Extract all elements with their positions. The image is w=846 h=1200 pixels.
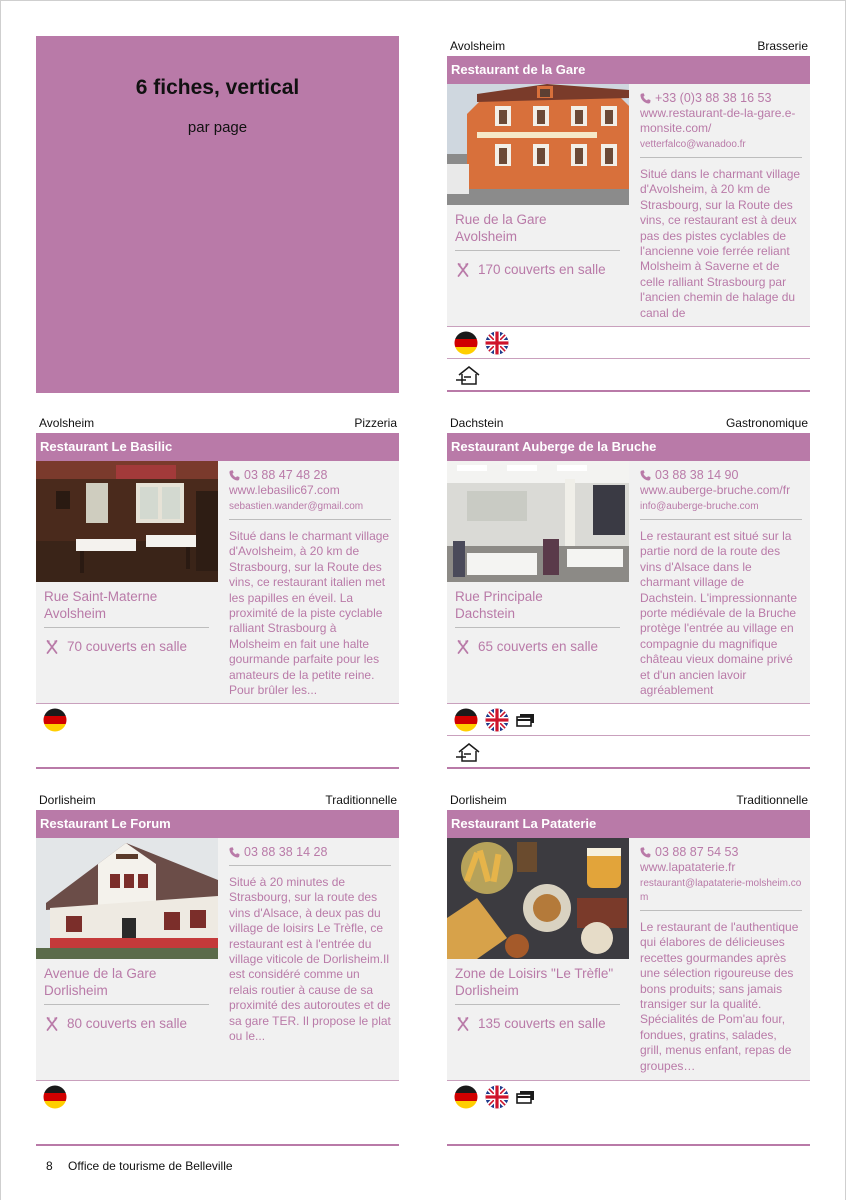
card-bottom-rule (36, 767, 399, 769)
phone-icon (640, 470, 651, 481)
divider (44, 1004, 209, 1005)
german-flag-icon (43, 1085, 67, 1109)
page-footer (46, 1159, 233, 1173)
restaurant-photo (447, 84, 629, 205)
description: Le restaurant de l'authentique qui élabores de délicieuses recettes gourmandes après une sélection rigoureuse des bons produits; sans jamais transiger sur la qualité. Spécialités de Pom'au four, fondues, gratins, salades, grill, menus enfant, repas de groupes… (640, 920, 799, 1073)
category: Gastronomique (725, 416, 808, 430)
street: Avenue de la Gare (44, 966, 157, 981)
town: Avolsheim (39, 416, 95, 430)
card-bottom-rule (36, 1144, 399, 1146)
uk-flag-icon (485, 331, 509, 355)
german-flag-icon (454, 331, 478, 355)
phone-icon (640, 93, 651, 104)
uk-flag-icon (485, 708, 509, 732)
divider (44, 627, 209, 628)
phone-icon (640, 847, 651, 858)
intro-title: 6 fiches, vertical (135, 76, 300, 99)
restaurant-name: Restaurant de la Gare (447, 56, 810, 84)
uk-flag-icon (485, 1085, 509, 1109)
covers-text: 70 couverts en salle (67, 639, 188, 654)
website-link[interactable]: www.auberge-bruche.com/fr (640, 483, 791, 497)
phone-number[interactable]: 03 88 87 54 53 (655, 845, 739, 859)
card-top-line (447, 790, 810, 810)
town: Avolsheim (450, 39, 506, 53)
contact-column (640, 467, 802, 698)
city: Dachstein (455, 606, 516, 621)
german-flag-icon (454, 708, 478, 732)
capacity (457, 262, 606, 277)
restaurant-name: Restaurant Le Forum (36, 810, 399, 838)
town: Dachstein (450, 416, 504, 430)
city: Dorlisheim (44, 983, 108, 998)
covers-text: 170 couverts en salle (478, 262, 606, 277)
phone-number[interactable]: 03 88 47 48 28 (244, 468, 328, 482)
town: Dorlisheim (39, 793, 96, 807)
contact-column (640, 90, 802, 320)
page-number: 8 (46, 1159, 53, 1173)
german-flag-icon (43, 708, 67, 732)
website-link[interactable]: www.restaurant-de-la-gare.e-monsite.com/ (640, 106, 796, 135)
phone-number[interactable]: +33 (0)3 88 38 16 53 (655, 91, 772, 105)
category: Brasserie (757, 39, 808, 53)
restaurant-card (447, 790, 810, 1146)
capacity (457, 639, 598, 654)
intro-box (36, 36, 399, 393)
category: Pizzeria (354, 416, 397, 430)
website-link[interactable]: www.lapataterie.fr (640, 860, 736, 874)
languages-row (447, 1080, 810, 1112)
services-row (447, 735, 810, 767)
address (44, 965, 209, 999)
description: Le restaurant est situé sur la partie nord de la route des vins d'Alsace dans le charmant village de Dachstein. L'impressionnante porte médiévale de la Bruche protège l'entrée au village en compagnie du magnifique château vieux domaine privé et d'un ancien lavoir agréablement (640, 529, 798, 698)
cutlery-icon (46, 1017, 58, 1031)
german-flag-icon (454, 1085, 478, 1109)
city: Avolsheim (455, 229, 518, 244)
card-body (447, 838, 810, 1080)
divider (640, 910, 802, 911)
card-top-line (447, 413, 810, 433)
street: Rue de la Gare (455, 212, 547, 227)
payment-card-icon (516, 1089, 536, 1105)
restaurant-name: Restaurant Auberge de la Bruche (447, 433, 810, 461)
card-top-line (36, 413, 399, 433)
phone-icon (229, 470, 240, 481)
services-row (36, 1112, 399, 1144)
divider (640, 157, 802, 158)
card-top-line (36, 790, 399, 810)
languages-row (36, 703, 399, 735)
phone-line (640, 90, 802, 106)
email-link[interactable]: info@auberge-bruche.com (640, 501, 759, 512)
payment-card-icon (516, 712, 536, 728)
email-link[interactable]: restaurant@lapataterie-molsheim.com (640, 878, 802, 903)
restaurant-card (36, 413, 399, 769)
divider (455, 250, 620, 251)
description: Situé dans le charmant village d'Avolsheim, à 20 km de Strasbourg, sur la Route des vins, ce restaurant est à deux pas des pistes cyclables de l'ancienne voie ferrée reliant Molsheim à Saverne et de celle ralliant Strasbourg par l'ancien chemin de halage du canal de (640, 167, 801, 320)
phone-line (229, 467, 391, 483)
capacity (457, 1016, 606, 1031)
services-row (447, 358, 810, 390)
card-bottom-rule (447, 390, 810, 392)
cutlery-icon (46, 640, 58, 654)
phone-line (229, 844, 391, 860)
card-body (36, 461, 399, 703)
divider (640, 519, 802, 520)
card-body (447, 461, 810, 703)
card-bottom-rule (447, 767, 810, 769)
covers-text: 135 couverts en salle (478, 1016, 606, 1031)
address (44, 588, 209, 622)
card-bottom-rule (447, 1144, 810, 1146)
category: Traditionnelle (325, 793, 397, 807)
languages-row (447, 326, 810, 358)
card-top-line (447, 36, 810, 56)
phone-line (640, 467, 802, 483)
category: Traditionnelle (736, 793, 808, 807)
street: Rue Principale (455, 589, 543, 604)
card-body (447, 84, 810, 326)
phone-icon (229, 847, 240, 858)
email-link[interactable]: vetterfalco@wanadoo.fr (640, 139, 746, 150)
accommodation-icon (456, 741, 482, 763)
restaurant-photo (447, 838, 629, 959)
phone-line (640, 844, 802, 860)
restaurant-card (447, 36, 810, 392)
website-link[interactable]: www.lebasilic67.com (229, 483, 340, 497)
address (455, 965, 620, 999)
restaurant-photo (36, 461, 218, 582)
accommodation-icon (456, 364, 482, 386)
address (455, 211, 620, 245)
address (455, 588, 620, 622)
contact-column (229, 844, 391, 1044)
intro-subtitle: par page (187, 119, 248, 136)
contact-column (229, 467, 391, 698)
restaurant-name: Restaurant La Pataterie (447, 810, 810, 838)
city: Dorlisheim (455, 983, 519, 998)
description: Situé à 20 minutes de Strasbourg, sur la route des vins d'Alsace, à deux pas du village de loisirs Le Trèfle, ce restaurant est à l'entrée du village viticole de Dorlisheim.Il est considéré comme un relais routier à cause de sa proximité des autoroutes et de sa gare TER. Il propose le plat ou le... (229, 875, 391, 1044)
town: Dorlisheim (450, 793, 507, 807)
capacity (46, 1016, 187, 1031)
cutlery-icon (457, 1017, 469, 1031)
divider (229, 865, 391, 866)
city: Avolsheim (44, 606, 107, 621)
divider (455, 627, 620, 628)
footer-office: Office de tourisme de Belleville (68, 1159, 233, 1173)
covers-text: 80 couverts en salle (67, 1016, 188, 1031)
contact-column (640, 844, 802, 1073)
street: Rue Saint-Materne (44, 589, 158, 604)
street: Zone de Loisirs "Le Trèfle" (455, 966, 614, 981)
phone-number[interactable]: 03 88 38 14 90 (655, 468, 739, 482)
description: Situé dans le charmant village d'Avolsheim, à 20 km de Strasbourg, sur la Route des vins, ce restaurant italien met les papilles en éveil. La proximité de la piste cyclable ralliant Strasbourg à Molsheim en fait une halte gourmande parfaite pour les amateurs de la petite reine. Pour brûler les... (229, 529, 390, 698)
restaurant-photo (36, 838, 218, 959)
restaurant-photo (447, 461, 629, 582)
languages-row (36, 1080, 399, 1112)
phone-number[interactable]: 03 88 38 14 28 (244, 845, 328, 859)
services-row (36, 735, 399, 767)
restaurant-card (447, 413, 810, 769)
divider (229, 519, 391, 520)
restaurant-name: Restaurant Le Basilic (36, 433, 399, 461)
covers-text: 65 couverts en salle (478, 639, 599, 654)
email-link[interactable]: sebastien.wander@gmail.com (229, 501, 364, 512)
divider (455, 1004, 620, 1005)
cutlery-icon (457, 263, 469, 277)
card-body (36, 838, 399, 1080)
languages-row (447, 703, 810, 735)
services-row (447, 1112, 810, 1144)
restaurant-card (36, 790, 399, 1146)
capacity (46, 639, 187, 654)
cutlery-icon (457, 640, 469, 654)
